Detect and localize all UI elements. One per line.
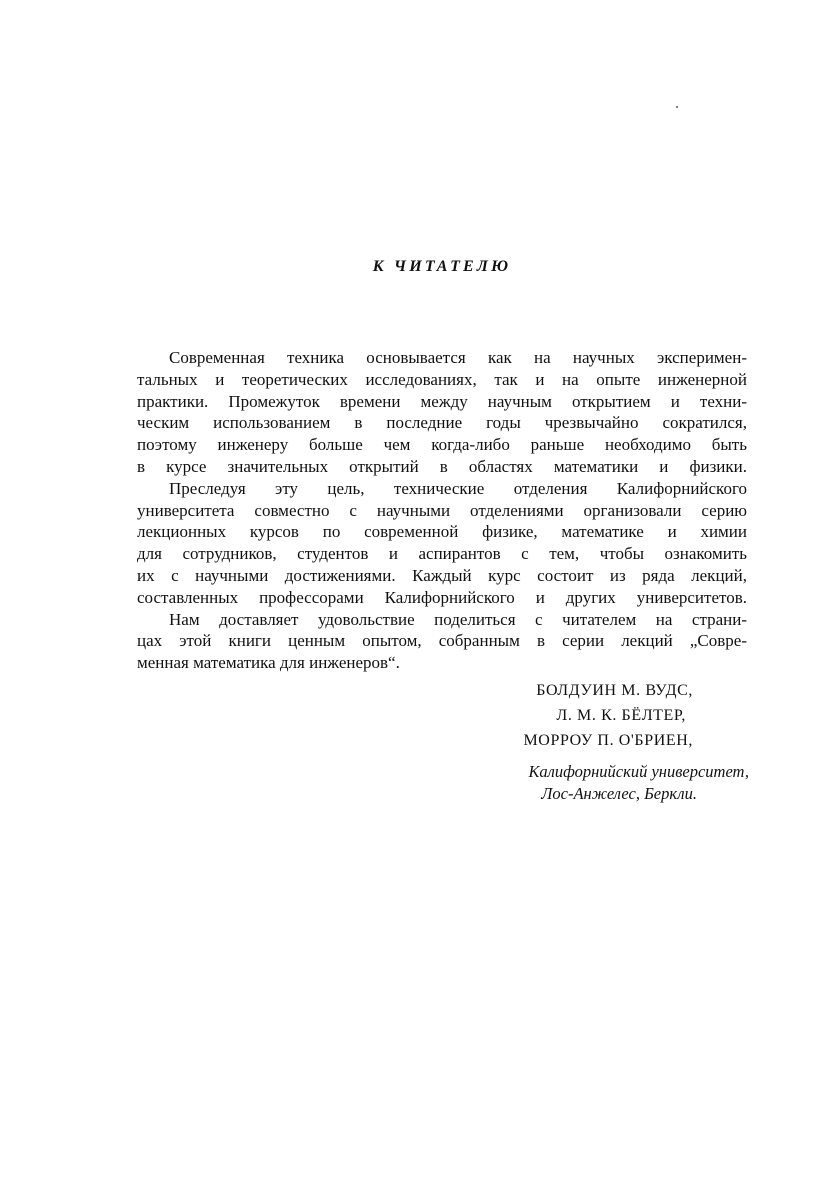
text-line: в курсе значительных открытий в областях математики и физики.: [137, 456, 747, 476]
signature-name: МОРРОУ П. О'БРИЕН,: [523, 732, 693, 749]
signature-name: Л. М. К. БЁЛТЕР,: [556, 707, 686, 724]
signatures-block: [0, 678, 693, 753]
text-line: составленных профессорами Калифорнийского и других университетов.: [137, 587, 747, 607]
text-line: Современная техника основывается как на научных эксперимен-: [169, 348, 747, 367]
text-line: Преследуя эту цель, технические отделения Калифорнийского: [169, 478, 747, 498]
text-line: практики. Промежуток времени между научным открытием и техни-: [137, 391, 747, 411]
text-line: университета совместно с научными отделениями организовали серию: [137, 500, 747, 520]
text-line: для сотрудников, студентов и аспирантов с тем, чтобы ознакомить: [137, 544, 747, 564]
text-line: поэтому инженеру больше чем когда-либо раньше необходимо быть: [137, 435, 747, 455]
signature-name: БОЛДУИН М. ВУДС,: [536, 682, 693, 699]
text-line: менная математика для инженеров“.: [137, 653, 400, 673]
page-title: К ЧИТАТЕЛЮ: [372, 258, 512, 275]
text-line: Нам доставляет удовольствие поделиться с читателем на страни-: [169, 609, 747, 629]
affiliation-block: [0, 761, 749, 805]
text-line: их с научными достижениями. Каждый курс состоит из ряда лекций,: [137, 565, 747, 585]
text-line: лекционных курсов по современной физике, математике и химии: [137, 522, 747, 542]
preface-body: [137, 347, 747, 674]
text-line: тальных и теоретических исследованиях, так и на опыте инженерной: [137, 369, 747, 389]
text-line: цах этой книги ценным опытом, собранным в серии лекций „Совре-: [137, 631, 747, 651]
print-speck: [676, 106, 678, 108]
affiliation-line: Калифорнийский университет,: [528, 762, 749, 781]
affiliation-line: Лос-Анжелес, Беркли.: [541, 784, 697, 803]
text-line: ческим использованием в последние годы чрезвычайно сократился,: [137, 413, 747, 433]
